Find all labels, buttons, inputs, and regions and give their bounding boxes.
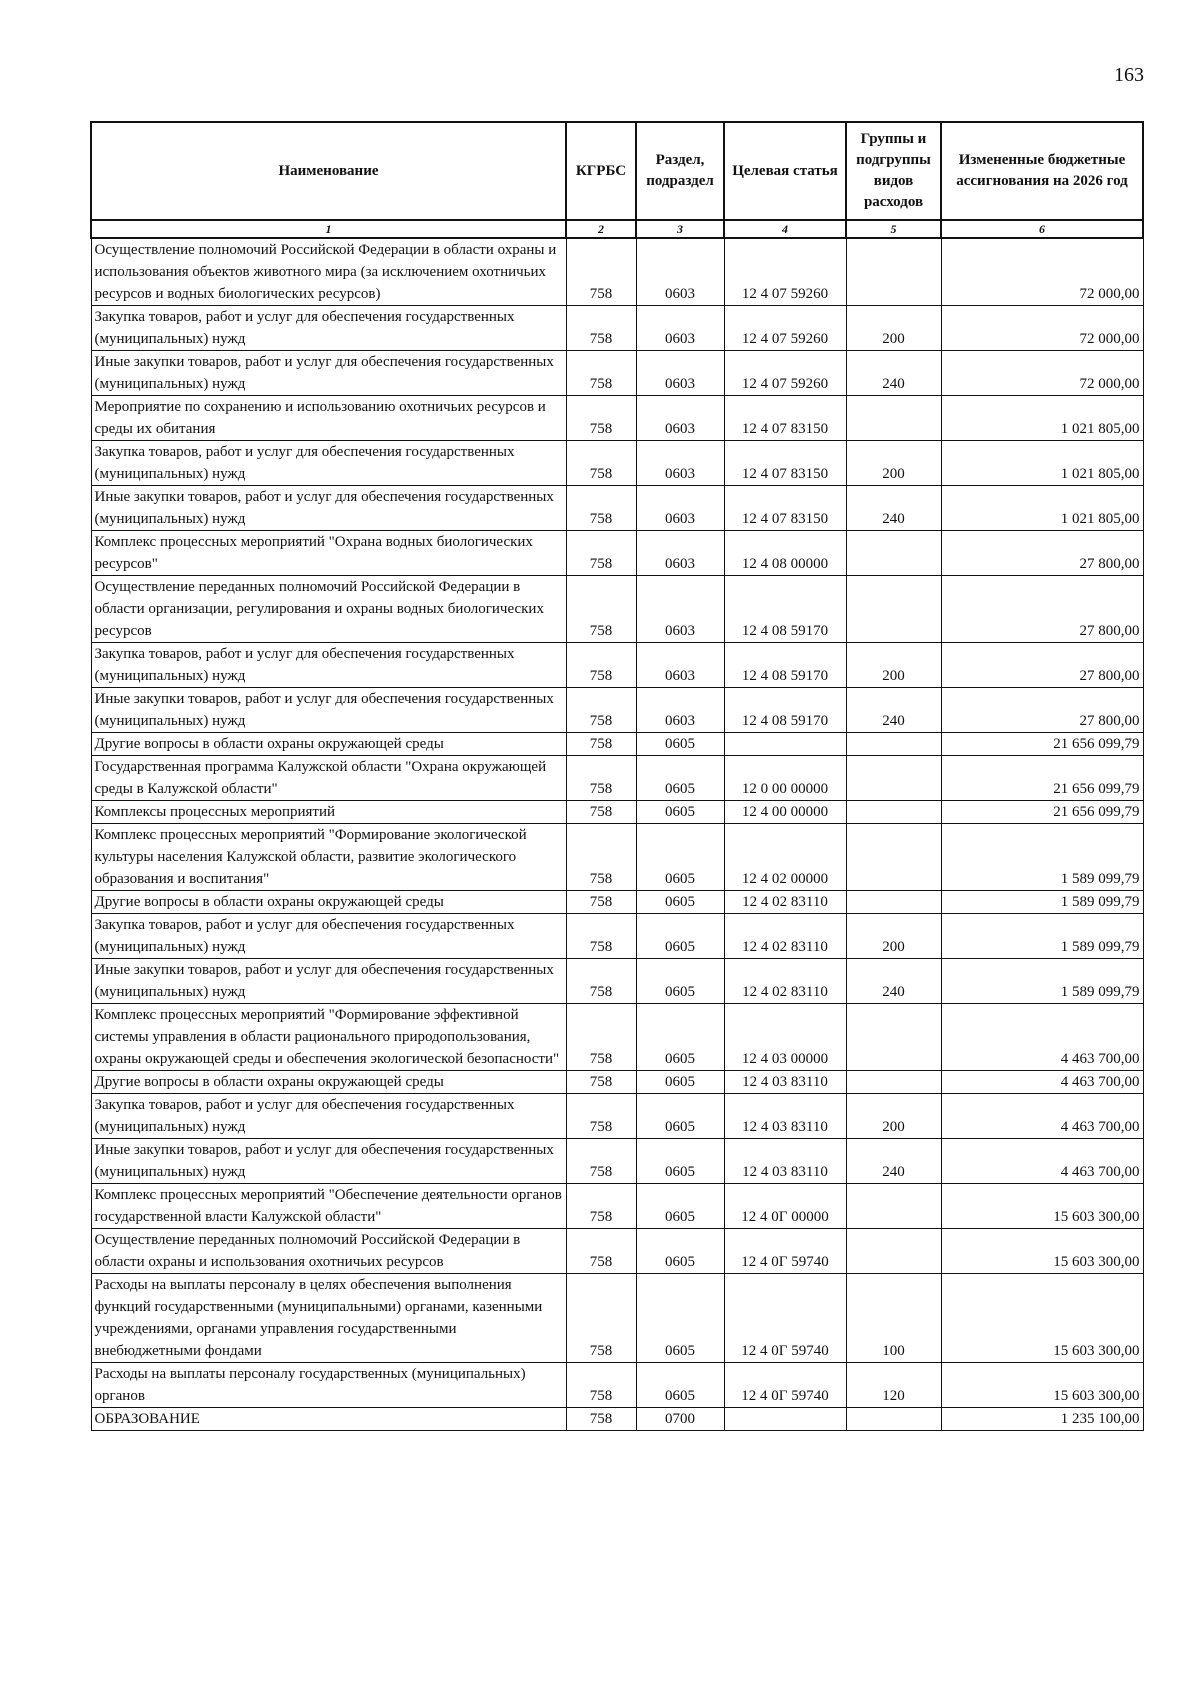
cell-kgrbs: 758	[566, 351, 636, 396]
cell-target: 12 4 08 59170	[724, 643, 846, 688]
header-name: Наименование	[91, 122, 566, 220]
cell-kgrbs: 758	[566, 396, 636, 441]
cell-name: Осуществление переданных полномочий Российской Федерации в области организации, регулирования и охраны водных биологических ресурсов	[91, 576, 566, 643]
cell-amount: 1 021 805,00	[941, 486, 1143, 531]
table-row	[91, 733, 1143, 756]
cell-group	[846, 396, 941, 441]
cell-group	[846, 891, 941, 914]
table-row	[91, 1139, 1143, 1184]
cell-section: 0605	[636, 801, 724, 824]
cell-section: 0603	[636, 643, 724, 688]
cell-kgrbs: 758	[566, 688, 636, 733]
cell-name: ОБРАЗОВАНИЕ	[91, 1408, 566, 1431]
cell-kgrbs: 758	[566, 824, 636, 891]
table-row	[91, 396, 1143, 441]
cell-name: Другие вопросы в области охраны окружающей среды	[91, 1071, 566, 1094]
cell-name: Комплексы процессных мероприятий	[91, 801, 566, 824]
cell-section: 0603	[636, 351, 724, 396]
cell-section: 0605	[636, 824, 724, 891]
cell-name: Комплекс процессных мероприятий "Обеспечение деятельности органов государственной власти Калужской области"	[91, 1184, 566, 1229]
cell-group	[846, 1408, 941, 1431]
table-row	[91, 1229, 1143, 1274]
cell-kgrbs: 758	[566, 756, 636, 801]
cell-amount: 72 000,00	[941, 238, 1143, 306]
cell-amount: 72 000,00	[941, 306, 1143, 351]
table-row	[91, 1408, 1143, 1431]
table-row	[91, 486, 1143, 531]
cell-group	[846, 531, 941, 576]
cell-group	[846, 1071, 941, 1094]
column-number: 1	[91, 220, 566, 238]
cell-name: Мероприятие по сохранению и использованию охотничьих ресурсов и среды их обитания	[91, 396, 566, 441]
cell-section: 0605	[636, 1229, 724, 1274]
cell-group: 120	[846, 1363, 941, 1408]
column-number: 2	[566, 220, 636, 238]
cell-target: 12 4 02 83110	[724, 959, 846, 1004]
cell-amount: 15 603 300,00	[941, 1274, 1143, 1363]
table-row	[91, 1184, 1143, 1229]
cell-group: 240	[846, 688, 941, 733]
cell-amount: 4 463 700,00	[941, 1071, 1143, 1094]
cell-amount: 21 656 099,79	[941, 733, 1143, 756]
cell-group	[846, 1004, 941, 1071]
table-row	[91, 441, 1143, 486]
cell-amount: 1 589 099,79	[941, 824, 1143, 891]
cell-amount: 1 021 805,00	[941, 441, 1143, 486]
cell-group: 200	[846, 441, 941, 486]
column-number: 5	[846, 220, 941, 238]
cell-name: Комплекс процессных мероприятий "Охрана водных биологических ресурсов"	[91, 531, 566, 576]
cell-target: 12 4 08 59170	[724, 688, 846, 733]
cell-group: 100	[846, 1274, 941, 1363]
column-number-row	[91, 220, 1143, 238]
table-row	[91, 756, 1143, 801]
header-kgrbs: КГРБС	[566, 122, 636, 220]
cell-target: 12 4 07 83150	[724, 486, 846, 531]
cell-target: 12 4 02 83110	[724, 914, 846, 959]
cell-target: 12 4 08 00000	[724, 531, 846, 576]
cell-target	[724, 1408, 846, 1431]
table-row	[91, 688, 1143, 733]
cell-kgrbs: 758	[566, 914, 636, 959]
table-row	[91, 531, 1143, 576]
cell-section: 0605	[636, 891, 724, 914]
cell-group	[846, 756, 941, 801]
table-row	[91, 1274, 1143, 1363]
cell-kgrbs: 758	[566, 1408, 636, 1431]
table-row	[91, 914, 1143, 959]
cell-target: 12 4 07 83150	[724, 441, 846, 486]
cell-name: Комплекс процессных мероприятий "Формирование эффективной системы управления в области рационального природопользования, охраны окружающей среды и обеспечения экологической безопасности"	[91, 1004, 566, 1071]
cell-amount: 1 589 099,79	[941, 914, 1143, 959]
cell-target: 12 4 0Г 59740	[724, 1363, 846, 1408]
table-row	[91, 1071, 1143, 1094]
cell-group: 240	[846, 351, 941, 396]
cell-name: Осуществление полномочий Российской Федерации в области охраны и использования объектов животного мира (за исключением охотничьих ресурсов и водных биологических ресурсов)	[91, 238, 566, 306]
cell-amount: 27 800,00	[941, 643, 1143, 688]
cell-section: 0605	[636, 1139, 724, 1184]
column-number: 6	[941, 220, 1143, 238]
cell-target: 12 4 08 59170	[724, 576, 846, 643]
cell-kgrbs: 758	[566, 1004, 636, 1071]
cell-section: 0603	[636, 238, 724, 306]
cell-kgrbs: 758	[566, 441, 636, 486]
cell-kgrbs: 758	[566, 1274, 636, 1363]
header-amount: Измененные бюджетные ассигнования на 2026 год	[941, 122, 1143, 220]
cell-section: 0605	[636, 733, 724, 756]
cell-name: Закупка товаров, работ и услуг для обеспечения государственных (муниципальных) нужд	[91, 914, 566, 959]
table-body	[91, 238, 1143, 1431]
cell-section: 0603	[636, 576, 724, 643]
cell-amount: 15 603 300,00	[941, 1229, 1143, 1274]
table-row	[91, 891, 1143, 914]
cell-target: 12 4 02 83110	[724, 891, 846, 914]
table-row	[91, 643, 1143, 688]
cell-kgrbs: 758	[566, 531, 636, 576]
cell-target: 12 4 0Г 59740	[724, 1274, 846, 1363]
cell-amount: 21 656 099,79	[941, 756, 1143, 801]
cell-target: 12 4 07 59260	[724, 306, 846, 351]
cell-name: Закупка товаров, работ и услуг для обеспечения государственных (муниципальных) нужд	[91, 441, 566, 486]
cell-target: 12 4 0Г 00000	[724, 1184, 846, 1229]
table-row	[91, 1094, 1143, 1139]
cell-name: Комплекс процессных мероприятий "Формирование экологической культуры населения Калужской области, развитие экологического образования и воспитания"	[91, 824, 566, 891]
cell-amount: 4 463 700,00	[941, 1139, 1143, 1184]
cell-group	[846, 238, 941, 306]
cell-group: 200	[846, 1094, 941, 1139]
budget-table	[90, 121, 1144, 1431]
cell-amount: 27 800,00	[941, 688, 1143, 733]
cell-amount: 21 656 099,79	[941, 801, 1143, 824]
cell-section: 0605	[636, 756, 724, 801]
cell-group: 200	[846, 306, 941, 351]
table-row	[91, 238, 1143, 306]
header-section: Раздел, подраздел	[636, 122, 724, 220]
cell-group	[846, 733, 941, 756]
cell-amount: 1 021 805,00	[941, 396, 1143, 441]
cell-kgrbs: 758	[566, 486, 636, 531]
cell-section: 0603	[636, 396, 724, 441]
cell-group: 200	[846, 914, 941, 959]
table-row	[91, 801, 1143, 824]
table-row	[91, 824, 1143, 891]
cell-kgrbs: 758	[566, 733, 636, 756]
cell-target: 12 4 03 83110	[724, 1139, 846, 1184]
table-row	[91, 1004, 1143, 1071]
column-number: 4	[724, 220, 846, 238]
cell-section: 0603	[636, 306, 724, 351]
cell-section: 0605	[636, 1184, 724, 1229]
cell-name: Закупка товаров, работ и услуг для обеспечения государственных (муниципальных) нужд	[91, 1094, 566, 1139]
cell-amount: 15 603 300,00	[941, 1363, 1143, 1408]
cell-name: Другие вопросы в области охраны окружающей среды	[91, 891, 566, 914]
cell-name: Расходы на выплаты персоналу в целях обеспечения выполнения функций государственными (муниципальными) органами, казенными учреждениями, органами управления государственными внебюджетными фондами	[91, 1274, 566, 1363]
cell-kgrbs: 758	[566, 891, 636, 914]
table-row	[91, 351, 1143, 396]
cell-amount: 1 235 100,00	[941, 1408, 1143, 1431]
table-row	[91, 576, 1143, 643]
cell-kgrbs: 758	[566, 1363, 636, 1408]
cell-section: 0605	[636, 1363, 724, 1408]
page-number: 163	[1114, 64, 1144, 86]
cell-section: 0700	[636, 1408, 724, 1431]
cell-kgrbs: 758	[566, 1229, 636, 1274]
table-row	[91, 959, 1143, 1004]
cell-kgrbs: 758	[566, 1139, 636, 1184]
cell-kgrbs: 758	[566, 1071, 636, 1094]
cell-group: 200	[846, 643, 941, 688]
cell-name: Иные закупки товаров, работ и услуг для обеспечения государственных (муниципальных) нужд	[91, 688, 566, 733]
cell-target: 12 4 03 00000	[724, 1004, 846, 1071]
cell-target: 12 4 07 83150	[724, 396, 846, 441]
cell-name: Закупка товаров, работ и услуг для обеспечения государственных (муниципальных) нужд	[91, 306, 566, 351]
cell-name: Иные закупки товаров, работ и услуг для обеспечения государственных (муниципальных) нужд	[91, 959, 566, 1004]
cell-group: 240	[846, 1139, 941, 1184]
cell-target: 12 4 0Г 59740	[724, 1229, 846, 1274]
header-target: Целевая статья	[724, 122, 846, 220]
header-row	[91, 122, 1143, 220]
table-row	[91, 1363, 1143, 1408]
cell-name: Иные закупки товаров, работ и услуг для обеспечения государственных (муниципальных) нужд	[91, 486, 566, 531]
cell-name: Расходы на выплаты персоналу государственных (муниципальных) органов	[91, 1363, 566, 1408]
cell-target: 12 4 00 00000	[724, 801, 846, 824]
cell-amount: 1 589 099,79	[941, 959, 1143, 1004]
cell-kgrbs: 758	[566, 801, 636, 824]
cell-group	[846, 1229, 941, 1274]
cell-amount: 72 000,00	[941, 351, 1143, 396]
cell-kgrbs: 758	[566, 1094, 636, 1139]
cell-target: 12 4 02 00000	[724, 824, 846, 891]
cell-amount: 4 463 700,00	[941, 1094, 1143, 1139]
cell-section: 0603	[636, 531, 724, 576]
column-number: 3	[636, 220, 724, 238]
cell-name: Закупка товаров, работ и услуг для обеспечения государственных (муниципальных) нужд	[91, 643, 566, 688]
cell-name: Осуществление переданных полномочий Российской Федерации в области охраны и использования охотничьих ресурсов	[91, 1229, 566, 1274]
cell-section: 0605	[636, 959, 724, 1004]
cell-amount: 27 800,00	[941, 576, 1143, 643]
cell-name: Иные закупки товаров, работ и услуг для обеспечения государственных (муниципальных) нужд	[91, 1139, 566, 1184]
cell-section: 0605	[636, 914, 724, 959]
cell-target: 12 4 07 59260	[724, 351, 846, 396]
table-row	[91, 306, 1143, 351]
cell-name: Государственная программа Калужской области "Охрана окружающей среды в Калужской области"	[91, 756, 566, 801]
cell-section: 0605	[636, 1071, 724, 1094]
cell-group	[846, 801, 941, 824]
cell-name: Иные закупки товаров, работ и услуг для обеспечения государственных (муниципальных) нужд	[91, 351, 566, 396]
cell-name: Другие вопросы в области охраны окружающей среды	[91, 733, 566, 756]
cell-amount: 27 800,00	[941, 531, 1143, 576]
cell-kgrbs: 758	[566, 306, 636, 351]
cell-group: 240	[846, 486, 941, 531]
cell-amount: 15 603 300,00	[941, 1184, 1143, 1229]
cell-group	[846, 1184, 941, 1229]
cell-group	[846, 576, 941, 643]
cell-kgrbs: 758	[566, 959, 636, 1004]
cell-kgrbs: 758	[566, 1184, 636, 1229]
cell-amount: 1 589 099,79	[941, 891, 1143, 914]
cell-section: 0603	[636, 688, 724, 733]
cell-kgrbs: 758	[566, 576, 636, 643]
cell-target: 12 4 03 83110	[724, 1071, 846, 1094]
cell-kgrbs: 758	[566, 238, 636, 306]
cell-group: 240	[846, 959, 941, 1004]
cell-section: 0603	[636, 486, 724, 531]
cell-kgrbs: 758	[566, 643, 636, 688]
header-groups: Группы и подгруппы видов расходов	[846, 122, 941, 220]
cell-section: 0605	[636, 1274, 724, 1363]
cell-target: 12 4 03 83110	[724, 1094, 846, 1139]
cell-target: 12 4 07 59260	[724, 238, 846, 306]
cell-section: 0605	[636, 1094, 724, 1139]
cell-group	[846, 824, 941, 891]
cell-section: 0603	[636, 441, 724, 486]
cell-target: 12 0 00 00000	[724, 756, 846, 801]
cell-section: 0605	[636, 1004, 724, 1071]
cell-target	[724, 733, 846, 756]
cell-amount: 4 463 700,00	[941, 1004, 1143, 1071]
